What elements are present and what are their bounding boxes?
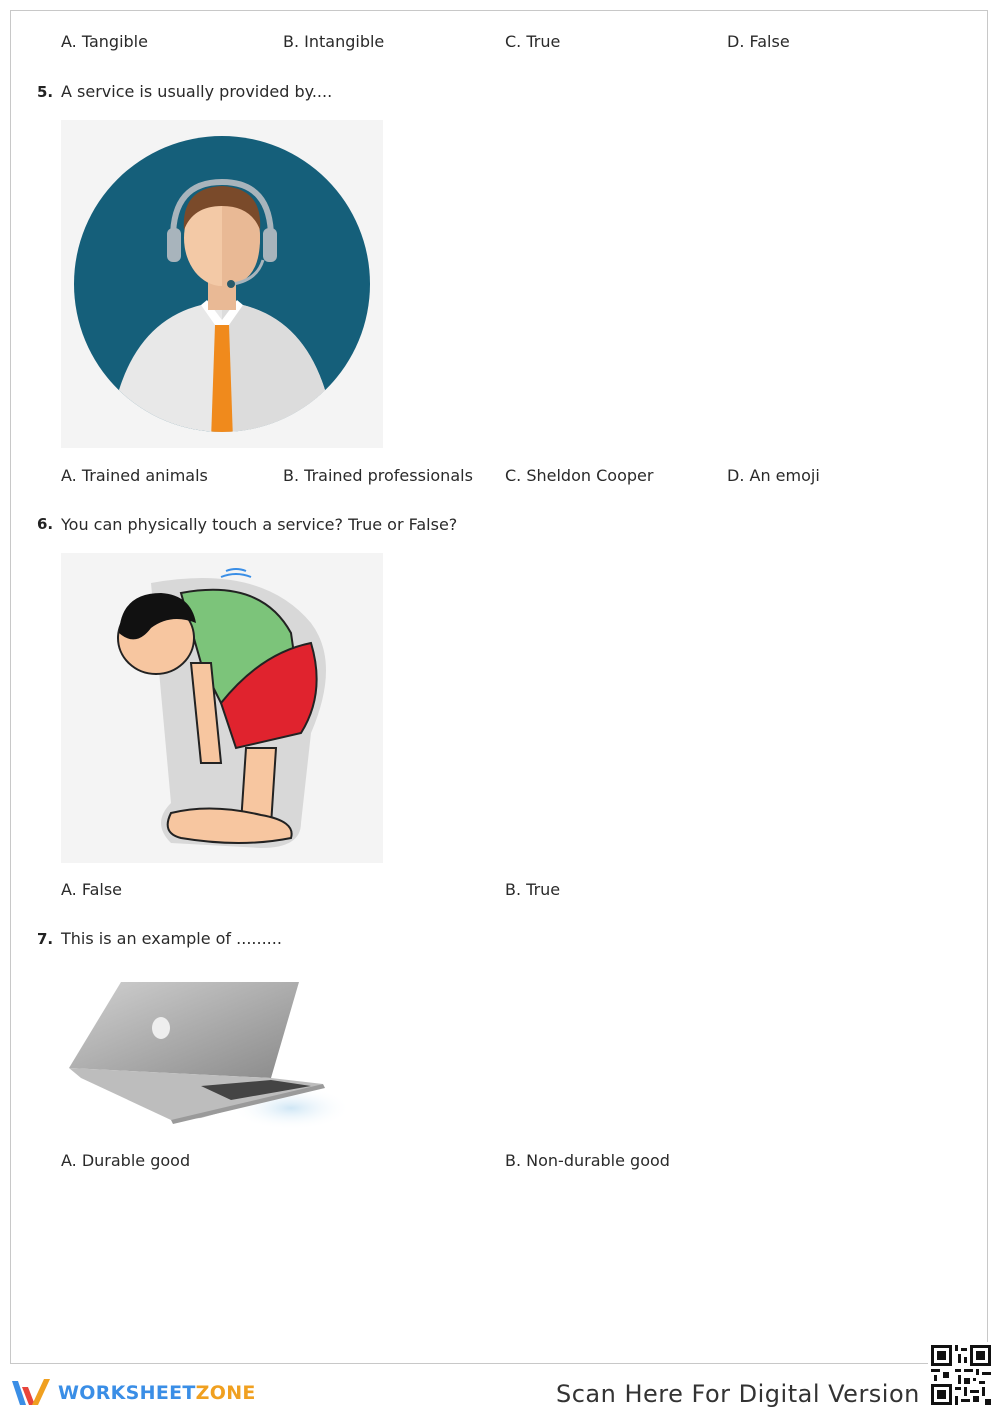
q4-option-c[interactable]: C. True (505, 32, 561, 51)
qr-code-icon (928, 1342, 994, 1408)
q4-option-b[interactable]: B. Intangible (283, 32, 385, 51)
logo-text (58, 1382, 256, 1404)
q5-image-customer-service-agent (61, 120, 383, 448)
q5-option-d[interactable]: D. An emoji (727, 466, 820, 485)
logo-text-zone: ZONE (195, 1382, 256, 1404)
q5-option-b[interactable]: B. Trained professionals (283, 466, 473, 485)
laptop-illustration-icon (61, 968, 361, 1138)
q4-option-d[interactable]: D. False (727, 32, 790, 51)
logo-text-worksheet: WORKSHEET (58, 1382, 196, 1404)
q6-option-a[interactable]: A. False (61, 880, 122, 899)
q7-option-b[interactable]: B. Non-durable good (505, 1151, 670, 1170)
qr-code[interactable] (928, 1342, 994, 1408)
q6-image-boy-touching-toes (61, 553, 383, 863)
worksheetzone-logo[interactable] (10, 1376, 256, 1410)
q5-option-c[interactable]: C. Sheldon Cooper (505, 466, 654, 485)
q7-option-a[interactable]: A. Durable good (61, 1151, 191, 1170)
q4-option-a[interactable]: A. Tangible (61, 32, 148, 51)
q7-text: This is an example of ......... (61, 929, 282, 948)
q7-number: 7. (37, 930, 54, 948)
q5-option-a[interactable]: A. Trained animals (61, 466, 208, 485)
q6-option-b[interactable]: B. True (505, 880, 561, 899)
agent-illustration-icon (61, 120, 383, 448)
q6-number: 6. (37, 515, 54, 533)
q6-text: You can physically touch a service? True or False? (61, 515, 458, 534)
scan-instruction: Scan Here For Digital Version (556, 1380, 920, 1408)
q5-number: 5. (37, 83, 54, 101)
q7-image-laptop (61, 968, 361, 1138)
boy-illustration-icon (61, 553, 383, 863)
q5-text: A service is usually provided by.... (61, 82, 333, 101)
w-logo-icon (10, 1377, 52, 1409)
